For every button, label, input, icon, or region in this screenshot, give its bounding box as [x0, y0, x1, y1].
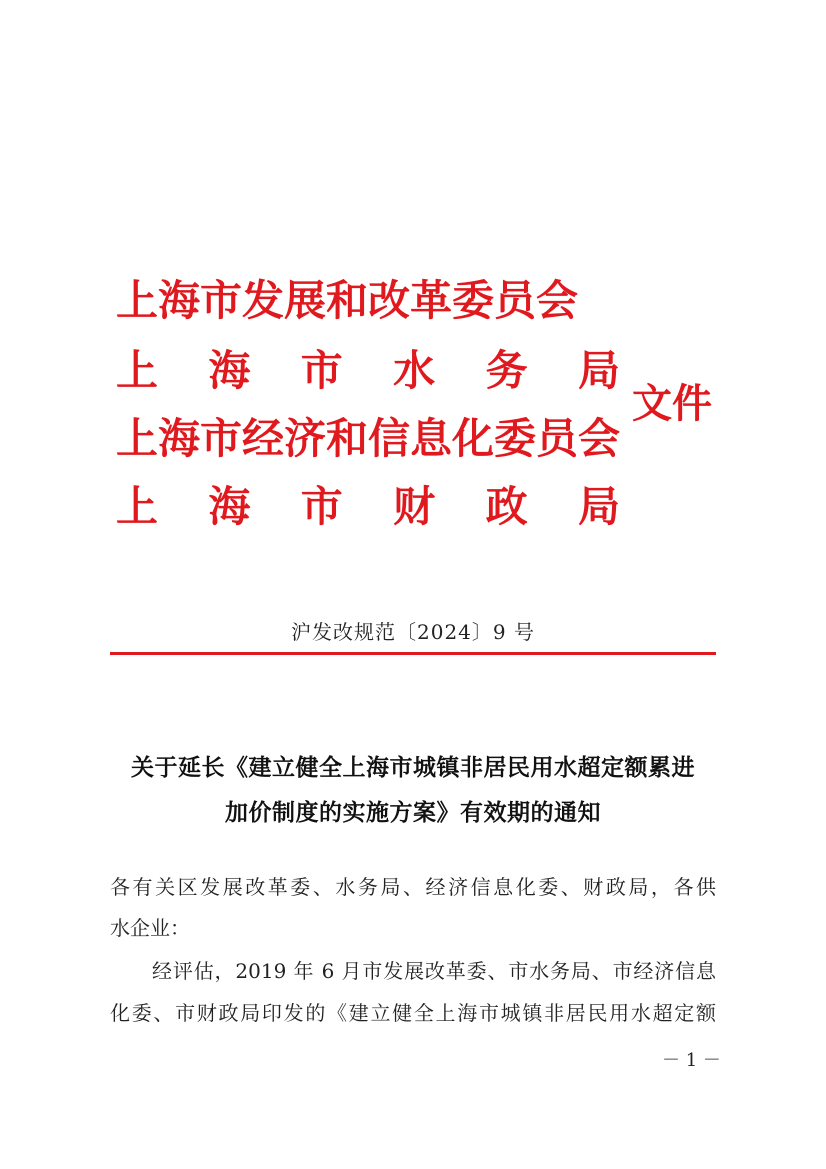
- org-name-water-affairs: 上 海 市 水 务 局: [116, 346, 620, 395]
- issuing-organizations-header: [116, 272, 712, 531]
- org-name-development-reform: 上海市发展和改革委员会: [116, 276, 579, 325]
- body-line: 经评估，2019 年 6 月市发展改革委、市水务局、市经济信息: [152, 959, 716, 983]
- page-number: － 1 －: [662, 1050, 721, 1071]
- org-name-finance: 上 海 市 财 政 局: [116, 482, 620, 531]
- body-line: 各有关区发展改革委、水务局、经济信息化委、财政局，各供: [110, 875, 716, 899]
- body-line: 水企业：: [110, 916, 190, 940]
- org-name-economy-informatization: 上海市经济和信息化委员会: [116, 414, 621, 463]
- red-divider: [110, 652, 716, 655]
- document-suffix: 文件: [632, 380, 712, 427]
- notice-title-line-2: 加价制度的实施方案》有效期的通知: [225, 799, 601, 826]
- notice-title-line-1: 关于延长《建立健全上海市城镇非居民用水超定额累进: [131, 754, 695, 781]
- body-line: 化委、市财政局印发的《建立健全上海市城镇非居民用水超定额: [110, 1001, 716, 1025]
- document-number: 沪发改规范〔2024〕9 号: [291, 620, 535, 644]
